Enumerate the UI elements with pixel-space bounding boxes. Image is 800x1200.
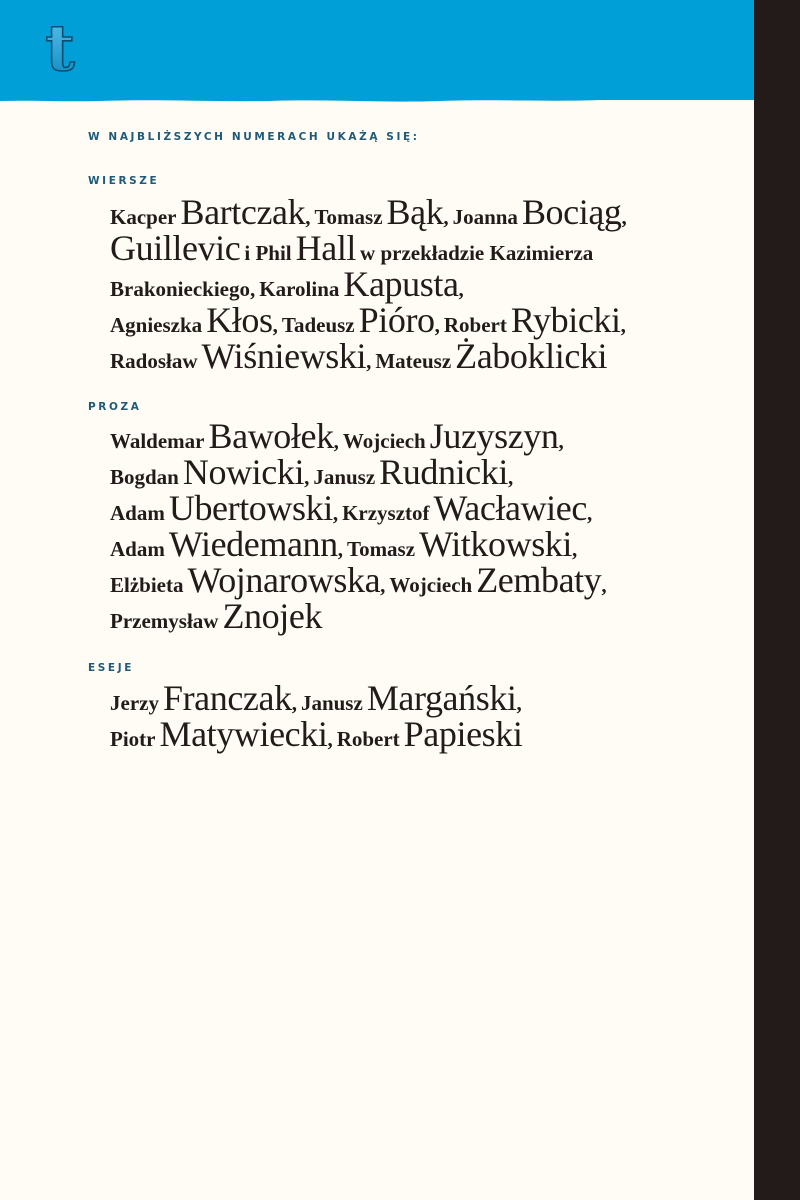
name-separator: , [572,537,578,561]
author-line [110,302,710,338]
author-last-name: Bąk [386,192,444,232]
section-label-poetry: WIERSZE [88,175,160,187]
author-last-name: Wacławiec [433,488,587,528]
author-line [110,562,710,598]
author-last-name: Witkowski [419,524,573,564]
author-last-name: Rudnicki [379,452,508,492]
essays-authors [110,680,710,752]
author-line [110,680,710,716]
author-first-name: Karolina [259,277,340,301]
author-last-name: Franczak [162,678,292,718]
name-separator: , [272,313,278,337]
author-last-name: Margański [366,678,517,718]
author-line [110,454,710,490]
author-first-name: Przemysław [110,609,219,633]
author-line [110,526,710,562]
author-last-name: Żaboklicki [455,336,608,376]
book-spine [754,0,800,1200]
author-first-name: Brakonieckiego, [110,277,256,301]
author-last-name: Guillevic [110,228,241,268]
name-separator: , [507,465,514,489]
author-last-name: Pióro [358,300,435,340]
poetry-authors [110,194,710,374]
name-separator: , [516,691,522,715]
author-line [110,716,710,752]
author-last-name: Ubertowski [168,488,333,528]
logo-letter: t [45,16,75,80]
author-last-name: Nowicki [182,452,305,492]
author-first-name: Janusz [300,691,363,715]
author-first-name: Tadeusz [281,313,355,337]
name-separator: , [586,501,593,525]
author-last-name: Znojek [222,596,323,636]
author-line [110,598,710,634]
author-first-name: Agnieszka [110,313,203,337]
author-first-name: Kacper [110,205,177,229]
author-last-name: Matywiecki [159,714,328,754]
author-first-name: Elżbieta [110,573,184,597]
author-last-name: Rybicki [510,300,621,340]
upcoming-heading: W NAJBLIŻSZYCH NUMERACH UKAŻĄ SIĘ: [88,131,420,143]
name-separator: , [443,205,449,229]
prose-authors [110,418,710,634]
author-line [110,230,710,266]
author-last-name: Wiśniewski [201,336,367,376]
author-first-name: w przekładzie Kazimierza [360,241,594,265]
author-first-name: Wojciech [342,429,426,453]
author-first-name: Jerzy [110,691,159,715]
author-first-name: Robert [443,313,507,337]
name-separator: , [621,205,627,229]
author-first-name: Joanna [452,205,518,229]
author-first-name: Adam [110,501,165,525]
author-first-name: Bogdan [110,465,179,489]
author-first-name: Mateusz [375,349,452,373]
author-first-name: Krzysztof [342,501,430,525]
author-first-name: Tomasz [314,205,383,229]
author-first-name: i Phil [244,241,292,265]
author-line [110,418,710,454]
author-last-name: Bartczak [180,192,306,232]
author-last-name: Bociąg [521,192,622,232]
author-first-name: Piotr [110,727,156,751]
name-separator: , [332,501,339,525]
author-first-name: Janusz [313,465,376,489]
name-separator: , [305,205,311,229]
author-first-name: Robert [336,727,400,751]
author-last-name: Zembaty [476,560,602,600]
author-first-name: Adam [110,537,165,561]
author-last-name: Kapusta [343,264,459,304]
author-last-name: Kłos [206,300,273,340]
author-last-name: Hall [295,228,357,268]
author-first-name: Waldemar [110,429,205,453]
author-last-name: Papieski [403,714,523,754]
section-label-prose: PROZA [88,401,142,413]
author-line [110,194,710,230]
name-separator: , [434,313,440,337]
name-separator: , [333,429,339,453]
author-first-name: Radosław [110,349,198,373]
name-separator: , [380,573,386,597]
section-label-essays: ESEJE [88,662,134,674]
name-separator: , [601,573,607,597]
author-last-name: Bawołek [208,416,334,456]
name-separator: , [558,429,564,453]
author-first-name: Wojciech [389,573,473,597]
name-separator: , [304,465,310,489]
author-line [110,338,710,374]
author-last-name: Wojnarowska [187,560,381,600]
name-separator: , [291,691,297,715]
name-separator: , [366,349,372,373]
name-separator: , [458,277,464,301]
author-line [110,266,710,302]
author-last-name: Juzyszyn [429,416,559,456]
name-separator: , [327,727,333,751]
author-line [110,490,710,526]
author-last-name: Wiedemann [168,524,338,564]
author-first-name: Tomasz [346,537,416,561]
name-separator: , [337,537,343,561]
name-separator: , [620,313,626,337]
